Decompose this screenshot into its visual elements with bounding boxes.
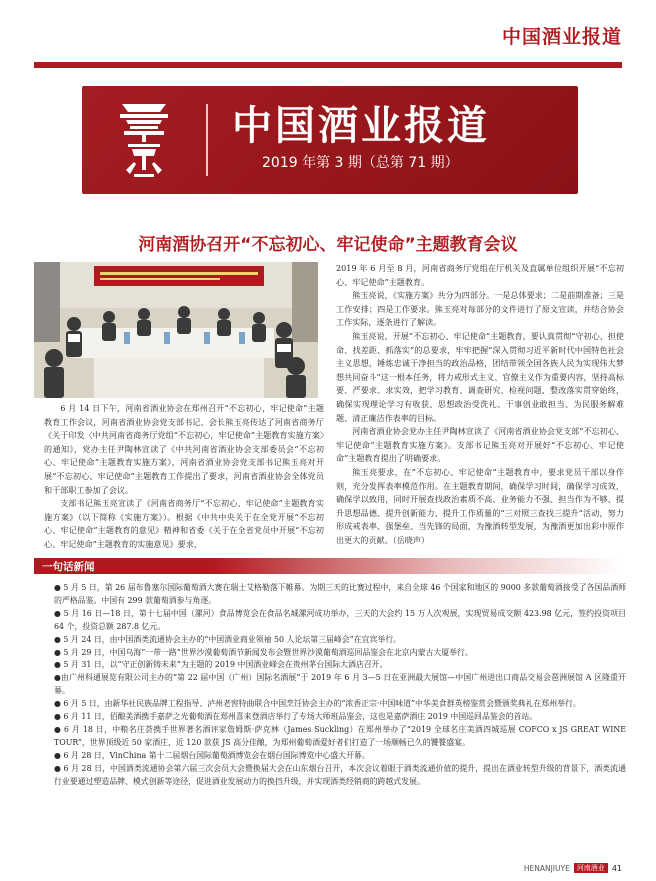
article-column-left [44,402,324,552]
issue-number: 2019 年第 3 期（总第 71 期） [262,155,459,171]
page-number: 41 [611,863,622,873]
news-item: ● 6 月 28 日，中国酒类流通协会第六届三次会员大会暨换届大会在山东烟台召开，本次会议着眼于酒类流通价值的提升，提出在酒业转型升级的背景下，酒类流通行业要通过塑造品牌、模式创新等途径，促进酒业发展动力的换挡升级，并实现酒类经销商的跨越式发展。 [54,763,626,786]
news-list [54,582,626,789]
news-item: ● 5 月 5 日，第 26 届布鲁塞尔国际葡萄酒大赛在瑞士艾格勒落下帷幕。为期三天的比赛过程中，来自全球 46 个国家和地区的 9000 多款葡萄酒接受了各国品酒师的严格品鉴。中国有 299 款葡萄酒参与角逐。 [54,583,626,605]
article-paragraph: 熊玉亮说，《实施方案》共分为四部分。一是总体要求；二是前期准备；三是工作安排；四是工作要求。熊玉亮对每部分的文件进行了原文宣读，并结合协会工作实际，逐条进行了解读。 [336,290,624,328]
news-item: ● 5 月 16 日—18 日，第十七届中国（漯河）食品博览会在食品名城漯河成功举办，三天的大会约 15 万人次观展，实现贸易成交额 423.98 亿元，签约投资项目 64 个，投资总额 287.8 亿元。 [54,608,626,631]
news-section-bar [34,558,624,574]
news-item: ●由广州科通展览有限公司主办的“第 22 届中国（广州）国际名酒展”于 2019 年 6 月 3—5 日在亚洲最大展馆—中国广州进出口商品交易会琶洲展馆 A 区隆重开幕。 [54,673,626,696]
meeting-photo [34,262,318,398]
footer-magazine-name: HENANJIUYE [523,863,570,873]
news-item: ● 6 月 5 日，由新华社民族品牌工程指导、泸州老窖特曲联合中国烹饪协会主办的“浓香正宗·中国味道”中华美食群英榜鉴赏会暨颁奖典礼在郑州举行。 [54,699,581,709]
wine-vessel-logo-icon [116,98,172,182]
news-item: ● 5 月 29 日，中国乌海“一带一路”世界沙漠葡萄酒节新闻发布会暨世界沙漠葡萄酒巡回品鉴会在北京内蒙古大厦举行。 [54,647,473,657]
news-item: ● 6 月 11 日，佰酿美酒携手嘉萨之光葡萄酒在郑州喜来登酒店举行了专场大师班品鉴会，这也是嘉萨酒庄 2019 中国巡回品鉴会的首站。 [54,712,538,722]
news-item: ● 5 月 31 日，以“守正创新铸未来”为主题的 2019 中国酒业峰会在贵州茅台国际大酒店召开。 [54,660,388,670]
article-column-right [336,262,624,547]
article-paragraph: 2019 年 6 月至 8 月，河南省商务厅党组在厅机关及直属单位组织开展“不忘初心、牢记使命”主题教育。 [336,263,624,287]
masthead-banner [82,86,578,194]
masthead-title: 中国酒业报道 [232,103,490,149]
article-title: 河南酒协召开“不忘初心、牢记使命”主题教育会议 [138,235,518,255]
article-paragraph: 支部书记熊玉亮宣读了《河南省商务厅“不忘初心、牢记使命”主题教育实施方案》（以下简称《实施方案》）。根据《中共中央关于在全党开展“不忘初心、牢记使命”主题教育的意见》精神和省委《关于在全省党员中开展“不忘初心、牢记使命”主题教育的实施意见》要求， [44,498,324,549]
article-paragraph: 河南省酒业协会党办主任尹陶林宣读了《河南省酒业协会党支部“不忘初心、牢记使命”主题教育实施方案》。支部书记熊玉亮对开展好“不忘初心、牢记使命”主题教育提出了明确要求。 [336,426,624,464]
banner-divider [206,104,208,176]
news-section-title: 一句话新闻 [42,561,95,573]
page-footer [524,863,622,873]
news-item: ● 6 月 28 日，VinChina 第十二届烟台国际葡萄酒博览会在烟台国际博览中心盛大开幕。 [54,750,370,760]
news-item: ● 5 月 24 日，由中国酒类流通协会主办的“中国酒业商业领袖 50 人论坛第三届峰会”在宜宾举行。 [54,634,402,644]
footer-magazine-tag: 河南酒业 [574,863,608,873]
news-item: ● 6 月 18 日，中粮名庄荟携手世界著名酒评家詹姆斯·萨克林（James Suckling）在郑州举办了“2019 全球名庄美酒四城巡展 COFCO x JS GREAT WINE TOUR”，世界顶级近 50 家酒庄，近 120 款获 JS 高分佳酿，为郑州葡萄酒爱好者们打造了一场顺畅已久的饕餮盛宴。 [54,724,626,747]
header-rule [34,62,622,68]
article-paragraph: 熊玉亮说，开展“不忘初心、牢记使命”主题教育，要认真贯彻“守初心、担使命、找差距、抓落实”的总要求，牢牢把握“深入贯彻习近平新时代中国特色社会主义思想，锤炼忠诚干净担当的政治品格，团结带领全国各族人民为实现伟大梦想共同奋斗”这一根本任务，将力戒形式主义、官僚主义作为重要内容，坚持高标要、严要求、求实效，把学习教育、调查研究、检视问题、整改落实贯穿始终，确保实现理论学习有收获、思想政治受洗礼、干事创业敢担当、为民服务解难题、清正廉洁作表率的目标。 [336,330,624,423]
article-paragraph: 熊玉亮要求，在“不忘初心、牢记使命”主题教育中，要求党员干部以身作则，充分发挥表率模范作用。在主题教育期间，确保学习时间，确保学习成效，确保学以致用，同时开展查找政治素质不高、业务能力不强、担当作为不够、提升思想品德、提升创新能力、提升工作质量的“三对照三查找三提升”活动，努力形成戒表率、强堡垒、当先锋的局面，为豫酒转型发展，为豫酒更加出彩中原作出更大的贡献。（岳晓声） [336,466,624,545]
article-paragraph: 6 月 14 日下午，河南省酒业协会在郑州召开“不忘初心，牢记使命”主题教育工作会议，河南省酒业协会党支部书记、会长熊玉亮传达了河南省商务厅《关于印发〈中共河南省商务厅党组“不忘初心，牢记使命”主题教育实施方案〉的通知》，党办主任尹陶林宣读了《中共河南省酒业协会支部委员会“不忘初心、牢记使命”主题教育实施方案》，河南省酒业协会党支部书记熊玉亮对开展“不忘初心、牢记使命”主题教育工作提出了要求，河南省酒业协会全体党员和干部职工参加了会议。 [44,403,324,495]
running-header-title: 中国酒业报道 [501,26,622,48]
